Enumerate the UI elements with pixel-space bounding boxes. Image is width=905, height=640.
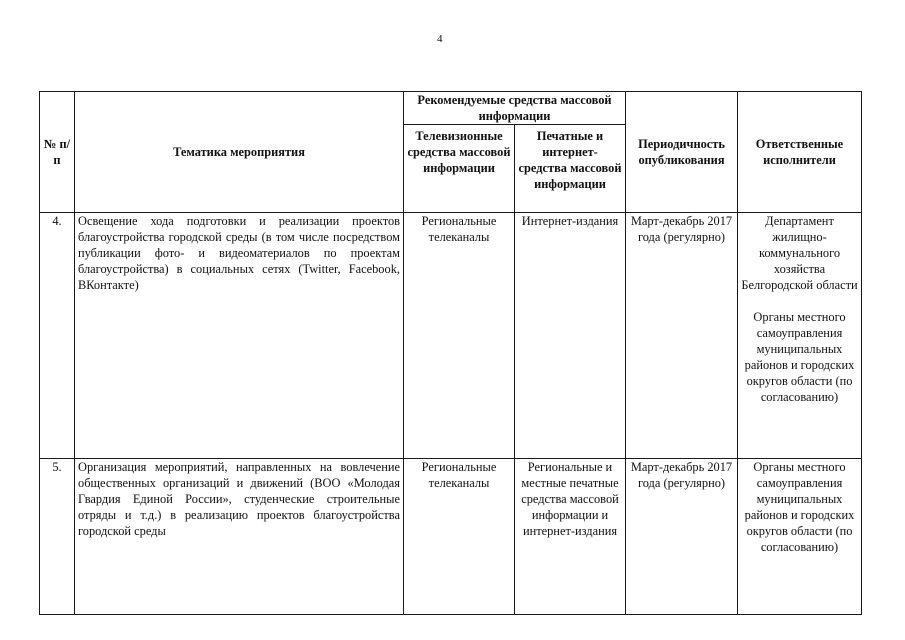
header-tv-media: Телевизионные средства массовой информации: [404, 125, 515, 213]
row-responsible: Органы местного самоуправления муниципальных районов и городских округов области (по согласованию): [738, 459, 862, 615]
row-number: 4.: [40, 213, 75, 459]
row-print-media: Интернет-издания: [515, 213, 626, 459]
row-responsible: [738, 213, 862, 459]
row-tv-media: Региональные телеканалы: [404, 459, 515, 615]
row-periodicity: Март-декабрь 2017 года (регулярно): [626, 213, 738, 459]
header-topic: Тематика мероприятия: [75, 92, 404, 213]
header-responsible: Ответственные исполнители: [738, 92, 862, 213]
table-row: [40, 213, 862, 459]
events-table: [39, 91, 862, 615]
responsible-secondary: Органы местного самоуправления муниципальных районов и городских округов области (по согласованию): [744, 310, 855, 404]
header-print-media: Печатные и интернет-средства массовой информации: [515, 125, 626, 213]
row-topic: Организация мероприятий, направленных на вовлечение общественных организаций и движений (ВОО «Молодая Гвардия Единой России», студенческие строительные отряды и т.д.) в реализацию проектов благоустройства городской среды: [75, 459, 404, 615]
spacer: [741, 293, 858, 309]
row-periodicity: Март-декабрь 2017 года (регулярно): [626, 459, 738, 615]
responsible-primary: Департамент жилищно-коммунального хозяйства Белгородской области: [741, 214, 858, 292]
row-print-media: Региональные и местные печатные средства массовой информации и интернет-издания: [515, 459, 626, 615]
header-periodicity: Периодичность опубликования: [626, 92, 738, 213]
table-row: [40, 459, 862, 615]
row-topic: Освещение хода подготовки и реализации проектов благоустройства городской среды (в том числе посредством публикации фото- и видеоматериалов по проектам благоустройства) в социальных сетях (Twitter, Facebook, ВКонтакте): [75, 213, 404, 459]
row-tv-media: Региональные телеканалы: [404, 213, 515, 459]
row-number: 5.: [40, 459, 75, 615]
header-number: № п/п: [40, 92, 75, 213]
page-number: 4: [437, 33, 443, 45]
header-media-group: Рекомендуемые средства массовой информации: [404, 92, 626, 125]
